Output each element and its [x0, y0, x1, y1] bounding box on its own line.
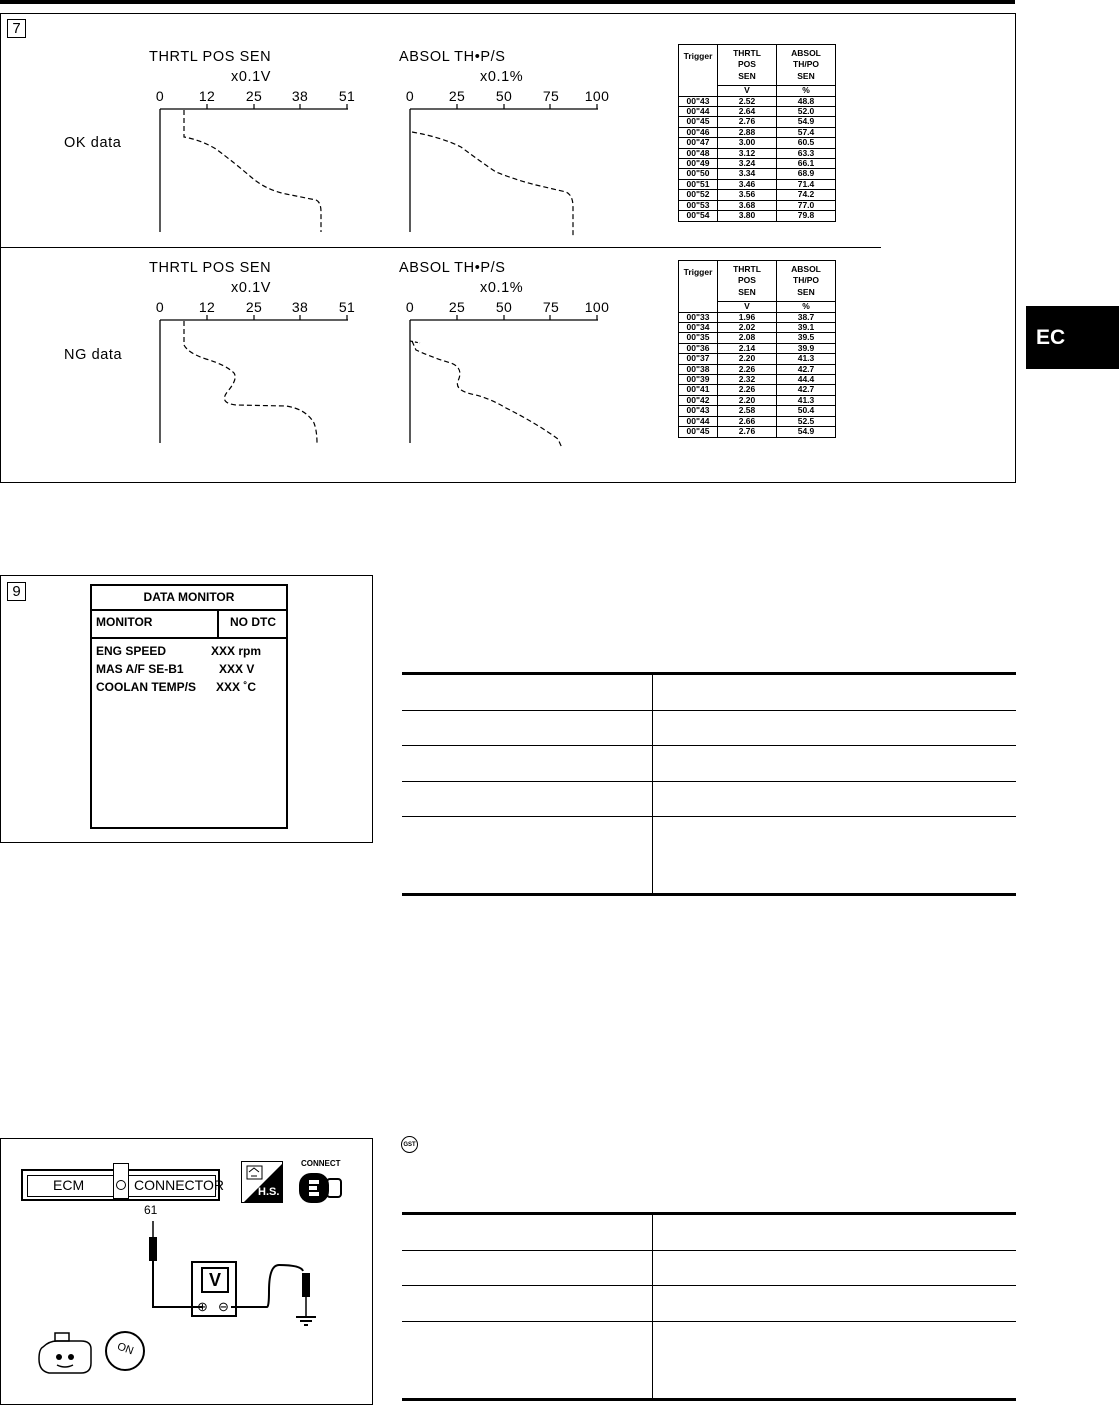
table-row [679, 385, 836, 395]
trigger-cell: 00"37 [679, 354, 718, 364]
tick-label: 12 [198, 299, 216, 315]
trigger-cell: 00"43 [679, 406, 718, 416]
trigger-header: Trigger [679, 261, 718, 313]
tick-label: 51 [338, 299, 356, 315]
chart-title: THRTL POS SEN [149, 49, 272, 65]
voltage-cell: 2.26 [718, 385, 777, 395]
ok-absol-curve [412, 132, 573, 236]
trigger-cell: 00"39 [679, 375, 718, 385]
monitor-row-value [219, 662, 254, 676]
tick-label: 38 [291, 299, 309, 315]
tick-label: 25 [448, 299, 466, 315]
percent-cell: 60.5 [777, 138, 836, 148]
voltage-cell: 3.56 [718, 190, 777, 200]
table-row [679, 312, 836, 322]
monitor-row [96, 644, 166, 658]
connect-icon [299, 1171, 343, 1205]
col1-header-l1: THRTL [733, 48, 761, 58]
trigger-cell: 00"38 [679, 364, 718, 374]
percent-cell: 66.1 [777, 159, 836, 169]
chart-unit: x0.1V [231, 69, 272, 85]
percent-cell: 71.4 [777, 179, 836, 189]
tick-label: 25 [245, 88, 263, 104]
tick-label: 51 [338, 88, 356, 104]
table-row [679, 416, 836, 426]
ecm-connector-box [21, 1169, 224, 1201]
col2-header-l2: TH/PO [793, 275, 819, 286]
trigger-cell: 00"48 [679, 148, 718, 158]
table-row [679, 169, 836, 179]
chart-unit: x0.1V [231, 280, 272, 296]
table-column-divider [652, 1214, 653, 1399]
col1-header-l1: THRTL [733, 264, 761, 274]
connector-label: CONNECTOR [134, 1177, 224, 1193]
data-monitor-title: DATA MONITOR [92, 586, 286, 611]
percent-cell: 79.8 [777, 211, 836, 221]
trigger-cell: 00"51 [679, 179, 718, 189]
table-rule [402, 745, 1016, 746]
table-column-divider [652, 674, 653, 894]
table-top-rule [402, 672, 1016, 675]
hs-icon [241, 1161, 283, 1203]
tick-label: 0 [405, 88, 415, 104]
percent-cell: 42.7 [777, 364, 836, 374]
table-rule [402, 1250, 1016, 1251]
col2-header-l2: TH/PO [793, 59, 819, 70]
table-row [679, 127, 836, 137]
ecm-label: ECM [53, 1177, 85, 1193]
table-rule [402, 1285, 1016, 1286]
voltage-cell: 3.46 [718, 179, 777, 189]
table-rule [402, 781, 1016, 782]
connect-label: CONNECT [301, 1159, 341, 1168]
percent-cell: 44.4 [777, 375, 836, 385]
voltage-cell: 3.80 [718, 211, 777, 221]
figure-9-panel [0, 575, 373, 843]
table-rule [402, 816, 1016, 817]
ng-absol-curve [412, 341, 562, 448]
percent-cell: 42.7 [777, 385, 836, 395]
ignition-key-icon [105, 1331, 145, 1371]
table-row [679, 200, 836, 210]
table-row [679, 375, 836, 385]
trigger-cell: 00"45 [679, 427, 718, 437]
chart-unit: x0.1% [480, 69, 524, 85]
voltage-cell: 2.08 [718, 333, 777, 343]
percent-cell: 57.4 [777, 127, 836, 137]
chart-unit: x0.1% [480, 280, 524, 296]
chart-title: ABSOL TH•P/S [399, 49, 506, 65]
trigger-cell: 00"44 [679, 107, 718, 117]
trigger-cell: 00"42 [679, 395, 718, 405]
item-name: MAS A/F SE-B1 [96, 662, 184, 676]
table-row [679, 354, 836, 364]
ecm-figure-panel [0, 1138, 373, 1405]
voltage-cell: 2.20 [718, 354, 777, 364]
voltage-cell: 2.66 [718, 416, 777, 426]
monitor-rule [92, 637, 286, 639]
col2-header-l1: ABSOL [791, 48, 821, 58]
voltage-cell: 2.32 [718, 375, 777, 385]
monitor-row-value [216, 680, 256, 694]
col2-header-l3: SEN [797, 286, 815, 297]
voltmeter-label: V [201, 1267, 229, 1293]
table-row [679, 323, 836, 333]
trigger-cell: 00"52 [679, 190, 718, 200]
unit-pct: % [777, 86, 836, 96]
table-row [679, 364, 836, 374]
table-rule [402, 710, 1016, 711]
percent-cell: 39.5 [777, 333, 836, 343]
col2-header-l3: SEN [797, 70, 815, 81]
row-divider [1, 247, 881, 248]
data-monitor-screen [90, 584, 288, 829]
figure-7-panel [0, 13, 1016, 483]
table-row [679, 138, 836, 148]
percent-cell: 41.3 [777, 354, 836, 364]
trigger-cell: 00"49 [679, 159, 718, 169]
trigger-header: Trigger [679, 45, 718, 97]
trigger-cell: 00"33 [679, 312, 718, 322]
table-row [679, 427, 836, 437]
trigger-cell: 00"50 [679, 169, 718, 179]
percent-cell: 74.2 [777, 190, 836, 200]
unit-pct: % [777, 302, 836, 312]
voltage-cell: 2.76 [718, 427, 777, 437]
table-rule [402, 1321, 1016, 1322]
table-top-rule [402, 1212, 1016, 1215]
col2-header-l1: ABSOL [791, 264, 821, 274]
trigger-cell: 00"53 [679, 200, 718, 210]
table-bottom-rule [402, 893, 1016, 896]
col1-header-l2: POS [738, 275, 756, 286]
percent-cell: 52.5 [777, 416, 836, 426]
percent-cell: 54.9 [777, 427, 836, 437]
percent-cell: 38.7 [777, 312, 836, 322]
chart-title: THRTL POS SEN [149, 260, 272, 276]
table-row [679, 190, 836, 200]
percent-cell: 63.3 [777, 148, 836, 158]
ng-data-label: NG data [64, 347, 123, 363]
figure-number: 7 [7, 19, 26, 38]
percent-cell: 68.9 [777, 169, 836, 179]
unit-v: V [718, 86, 777, 96]
table-row [679, 117, 836, 127]
voltage-cell: 2.02 [718, 323, 777, 333]
key-on-label: ON [115, 1340, 136, 1358]
ok-trigger-table [678, 44, 836, 222]
voltage-cell: 3.24 [718, 159, 777, 169]
tick-label: 0 [155, 88, 165, 104]
tick-label: 50 [495, 88, 513, 104]
spec-table-1 [402, 672, 1016, 897]
tick-label: 38 [291, 88, 309, 104]
col1-header-l3: SEN [738, 286, 756, 297]
engine-icon [37, 1329, 97, 1379]
monitor-row [96, 680, 196, 694]
table-row [679, 406, 836, 416]
tick-label: 0 [155, 299, 165, 315]
item-name: ENG SPEED [96, 644, 167, 658]
voltage-cell: 2.20 [718, 395, 777, 405]
hs-label: H.S. [258, 1186, 280, 1198]
voltage-cell: 3.12 [718, 148, 777, 158]
monitor-row [96, 662, 184, 676]
trigger-cell: 00"34 [679, 323, 718, 333]
trigger-cell: 00"46 [679, 127, 718, 137]
dtc-status: NO DTC [230, 615, 276, 629]
percent-cell: 39.1 [777, 323, 836, 333]
trigger-cell: 00"47 [679, 138, 718, 148]
trigger-cell: 00"43 [679, 96, 718, 106]
trigger-cell: 00"54 [679, 211, 718, 221]
tick-label: 75 [542, 88, 560, 104]
trigger-cell: 00"36 [679, 343, 718, 353]
latch-circle [116, 1180, 126, 1190]
unit-v: V [718, 302, 777, 312]
ng-throttle-curve [184, 321, 317, 443]
voltage-cell: 1.96 [718, 312, 777, 322]
voltage-cell: 2.52 [718, 96, 777, 106]
voltage-cell: 2.64 [718, 107, 777, 117]
item-name: COOLAN TEMP/S [96, 680, 197, 694]
trigger-cell: 00"41 [679, 385, 718, 395]
voltage-cell: 2.58 [718, 406, 777, 416]
tick-label: 50 [495, 299, 513, 315]
item-value: XXX ˚C [216, 680, 257, 694]
tick-label: 100 [584, 299, 610, 315]
table-row [679, 343, 836, 353]
section-tab-ec: EC [1026, 306, 1119, 369]
header-divider [217, 609, 219, 637]
voltage-cell: 3.00 [718, 138, 777, 148]
item-value: XXX rpm [211, 644, 262, 658]
voltage-cell: 2.26 [718, 364, 777, 374]
spec-table-2 [402, 1212, 1016, 1402]
ok-absol-chart [406, 102, 606, 242]
table-row [679, 179, 836, 189]
trigger-cell: 00"44 [679, 416, 718, 426]
table-row [679, 148, 836, 158]
percent-cell: 52.0 [777, 107, 836, 117]
voltage-cell: 3.68 [718, 200, 777, 210]
percent-cell: 54.9 [777, 117, 836, 127]
minus-terminal-icon: ⊖ [218, 1299, 229, 1314]
terminal-number: 61 [144, 1203, 158, 1217]
table-row [679, 96, 836, 106]
ng-trigger-table [678, 260, 836, 438]
trigger-cell: 00"35 [679, 333, 718, 343]
plus-terminal-icon: ⊕ [197, 1299, 208, 1314]
col1-header-l3: SEN [738, 70, 756, 81]
monitor-label: MONITOR [96, 615, 153, 629]
ng-absol-chart [406, 313, 606, 458]
percent-cell: 41.3 [777, 395, 836, 405]
tick-label: 25 [448, 88, 466, 104]
item-value: XXX V [219, 662, 255, 676]
tick-label: 12 [198, 88, 216, 104]
percent-cell: 77.0 [777, 200, 836, 210]
percent-cell: 50.4 [777, 406, 836, 416]
figure-number: 9 [7, 582, 26, 601]
ok-throttle-curve [184, 110, 321, 232]
ok-throttle-chart [156, 102, 356, 242]
voltage-cell: 2.88 [718, 127, 777, 137]
top-rule [0, 0, 1015, 4]
ok-data-label: OK data [64, 135, 122, 151]
voltmeter-body [191, 1261, 237, 1317]
chart-title: ABSOL TH•P/S [399, 260, 506, 276]
table-bottom-rule [402, 1398, 1016, 1401]
gst-icon: GST [401, 1136, 418, 1153]
ng-throttle-chart [156, 313, 356, 453]
percent-cell: 39.9 [777, 343, 836, 353]
table-row [679, 159, 836, 169]
percent-cell: 48.8 [777, 96, 836, 106]
tick-label: 0 [405, 299, 415, 315]
table-row [679, 211, 836, 221]
tick-label: 100 [584, 88, 610, 104]
col1-header-l2: POS [738, 59, 756, 70]
table-row [679, 333, 836, 343]
voltage-cell: 3.34 [718, 169, 777, 179]
table-row [679, 107, 836, 117]
voltage-cell: 2.14 [718, 343, 777, 353]
tick-label: 25 [245, 299, 263, 315]
trigger-cell: 00"45 [679, 117, 718, 127]
table-row [679, 395, 836, 405]
voltage-cell: 2.76 [718, 117, 777, 127]
tick-label: 75 [542, 299, 560, 315]
monitor-row-value [211, 644, 261, 658]
